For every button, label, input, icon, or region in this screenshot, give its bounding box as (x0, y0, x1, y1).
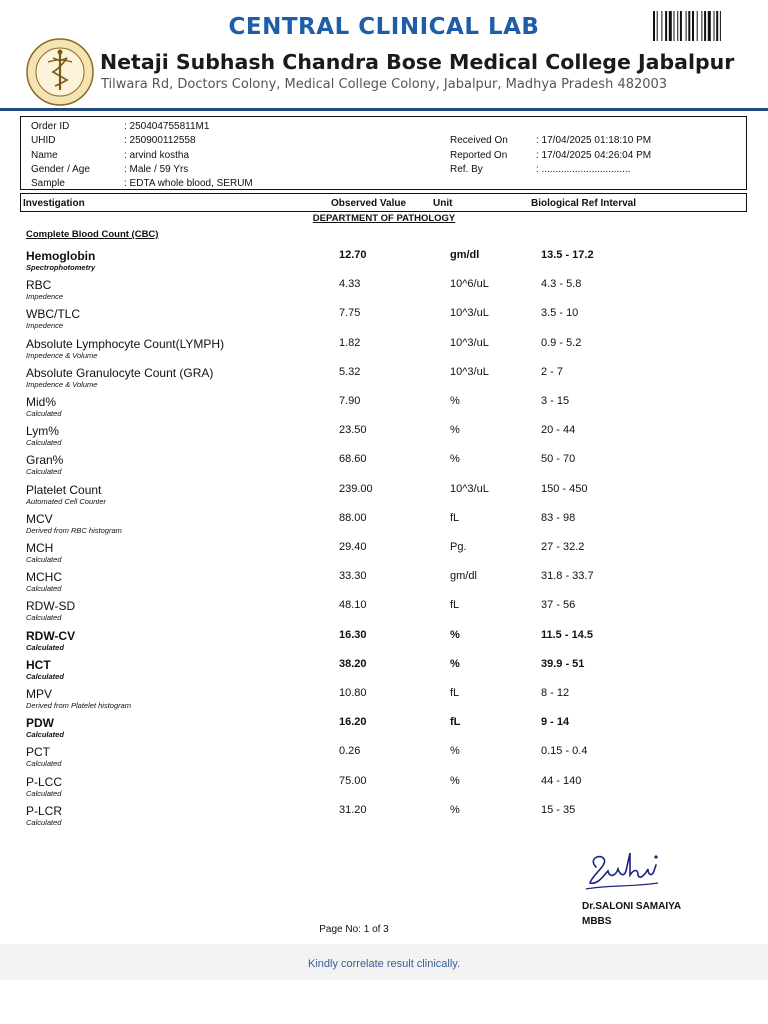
test-method: Calculated (26, 613, 62, 623)
unit-value: fL (450, 511, 460, 524)
observed-value: 10.80 (339, 687, 367, 699)
col-ref-interval: Biological Ref Interval (531, 198, 637, 209)
test-name: Absolute Granulocyte Count (GRA) (26, 365, 214, 380)
sample-value: : EDTA whole blood, SERUM (124, 178, 253, 189)
test-name: WBC/TLC (26, 307, 80, 322)
unit-value: 10^3/uL (450, 336, 489, 349)
col-investigation: Investigation (23, 198, 85, 209)
barcode-icon (651, 10, 757, 42)
observed-value: 33.30 (339, 570, 367, 583)
reference-interval: 2 - 7 (541, 365, 564, 378)
test-method: Calculated (26, 438, 62, 448)
uhid-value: : 250900112558 (124, 135, 196, 146)
table-row (0, 307, 768, 336)
observed-value: 75.00 (339, 774, 367, 787)
footer-note: Kindly correlate result clinically. (307, 958, 461, 970)
unit-value: fL (450, 599, 460, 612)
column-header-bar (20, 193, 747, 212)
table-row (0, 424, 768, 453)
test-method: Impedence (26, 292, 64, 302)
test-name: RBC (26, 278, 52, 293)
observed-value: 4.33 (339, 278, 361, 291)
patient-info-box (20, 116, 747, 190)
observed-value: 88.00 (339, 511, 367, 524)
report-header (0, 0, 768, 112)
college-name: Netaji Subhash Chandra Bose Medical College Jabalpur (100, 50, 735, 74)
reference-interval: 15 - 35 (541, 803, 576, 816)
gender-age-label: Gender / Age (31, 164, 90, 175)
table-row (0, 570, 768, 599)
test-method: Calculated (26, 759, 62, 769)
observed-value: 68.60 (339, 453, 367, 466)
gender-age-value: : Male / 59 Yrs (124, 164, 189, 175)
observed-value: 31.20 (339, 803, 367, 816)
lab-title: CENTRAL CLINICAL LAB (228, 14, 540, 40)
unit-value: % (450, 774, 460, 787)
test-name: Hemoglobin (26, 249, 96, 263)
reference-interval: 4.3 - 5.8 (541, 278, 582, 291)
reference-interval: 37 - 56 (541, 599, 576, 612)
observed-value: 16.30 (339, 628, 367, 641)
observed-value: 239.00 (339, 482, 373, 495)
ref-by-value: : ................................ (536, 164, 631, 175)
unit-value: 10^3/uL (450, 365, 489, 378)
table-row (0, 745, 768, 774)
table-row (0, 804, 768, 833)
table-row (0, 278, 768, 307)
table-row (0, 541, 768, 570)
unit-value: % (450, 745, 460, 758)
section-title: Complete Blood Count (CBC) (26, 229, 159, 240)
test-method: Impedence (26, 321, 64, 331)
reference-interval: 8 - 12 (541, 687, 570, 699)
unit-value: % (450, 803, 460, 816)
reference-interval: 13.5 - 17.2 (541, 249, 594, 261)
table-row (0, 775, 768, 804)
test-name: HCT (26, 657, 51, 672)
doctor-degree: MBBS (582, 916, 612, 927)
test-method: Impedence & Volume (26, 350, 98, 360)
test-method: Calculated (26, 467, 62, 477)
received-value: : 17/04/2025 01:18:10 PM (536, 135, 652, 146)
observed-value: 48.10 (339, 599, 367, 612)
unit-value: gm/dl (450, 249, 480, 261)
test-method: Calculated (26, 584, 62, 594)
reported-value: : 17/04/2025 04:26:04 PM (536, 150, 652, 161)
reference-interval: 0.15 - 0.4 (541, 745, 588, 758)
test-name: RDW-SD (26, 599, 76, 614)
observed-value: 16.20 (339, 716, 367, 729)
header-rule (0, 108, 768, 111)
reference-interval: 0.9 - 5.2 (541, 336, 582, 349)
table-row (0, 453, 768, 482)
order-id-label: Order ID (31, 121, 70, 132)
test-name: Gran% (26, 453, 64, 468)
unit-value: % (450, 628, 460, 641)
college-logo (26, 38, 94, 106)
name-value: : arvind kostha (124, 150, 190, 161)
observed-value: 7.90 (339, 395, 361, 407)
page-number: Page No: 1 of 3 (319, 924, 389, 935)
col-unit: Unit (433, 198, 453, 209)
reference-interval: 11.5 - 14.5 (541, 628, 593, 641)
reference-interval: 50 - 70 (541, 453, 576, 466)
test-method: Spectrophotometry (26, 263, 96, 272)
table-row (0, 599, 768, 628)
test-name: MPV (26, 687, 53, 701)
table-row (0, 249, 768, 278)
test-method: Automated Cell Counter (26, 496, 107, 506)
table-row (0, 337, 768, 366)
test-method: Impedence & Volume (26, 379, 98, 389)
test-name: Lym% (26, 424, 59, 439)
college-address: Tilwara Rd, Doctors Colony, Medical College Colony, Jabalpur, Madhya Pradesh 482003 (101, 77, 668, 92)
unit-value: gm/dl (450, 570, 477, 583)
table-row (0, 483, 768, 512)
unit-value: Pg. (450, 541, 467, 553)
unit-value: 10^3/uL (450, 482, 489, 495)
test-method: Calculated (26, 409, 62, 418)
reference-interval: 31.8 - 33.7 (541, 570, 594, 583)
name-label: Name (31, 150, 58, 161)
unit-value: 10^6/uL (450, 278, 489, 291)
observed-value: 5.32 (339, 365, 361, 378)
observed-value: 38.20 (339, 657, 367, 670)
reference-interval: 3.5 - 10 (541, 307, 579, 320)
test-method: Calculated (26, 555, 62, 564)
reference-interval: 20 - 44 (541, 424, 576, 437)
table-row (0, 629, 768, 658)
test-name: PCT (26, 745, 50, 760)
doctor-name: Dr.SALONI SAMAIYA (582, 901, 682, 912)
test-name: MCV (26, 511, 53, 526)
test-name: MCH (26, 541, 54, 555)
observed-value: 7.75 (339, 307, 361, 320)
department-title: DEPARTMENT OF PATHOLOGY (312, 213, 456, 224)
table-row (0, 512, 768, 541)
reported-label: Reported On (450, 150, 508, 161)
test-name: RDW-CV (26, 628, 76, 643)
test-name: MCHC (26, 570, 62, 585)
reference-interval: 83 - 98 (541, 511, 576, 524)
uhid-label: UHID (31, 135, 56, 146)
unit-value: 10^3/uL (450, 307, 489, 320)
reference-interval: 150 - 450 (541, 482, 588, 495)
unit-value: fL (450, 687, 460, 699)
test-method: Derived from Platelet histogram (26, 701, 132, 710)
unit-value: % (450, 453, 460, 466)
reference-interval: 9 - 14 (541, 716, 570, 729)
unit-value: % (450, 657, 460, 670)
test-method: Calculated (26, 671, 64, 681)
observed-value: 29.40 (339, 541, 367, 553)
test-name: P-LCR (26, 803, 63, 818)
unit-value: % (450, 424, 460, 437)
received-label: Received On (450, 135, 508, 146)
table-row (0, 366, 768, 395)
order-id-value: : 250404755811M1 (124, 121, 210, 132)
test-name: Mid% (26, 395, 57, 409)
observed-value: 0.26 (339, 745, 361, 758)
test-method: Calculated (26, 642, 64, 652)
ref-by-label: Ref. By (450, 164, 483, 175)
test-method: Calculated (26, 730, 64, 740)
observed-value: 23.50 (339, 424, 367, 437)
observed-value: 1.82 (339, 336, 361, 349)
observed-value: 12.70 (339, 249, 367, 261)
col-observed-value: Observed Value (331, 198, 407, 209)
table-row (0, 395, 768, 424)
reference-interval: 27 - 32.2 (541, 541, 585, 553)
test-name: P-LCC (26, 774, 63, 789)
table-row (0, 658, 768, 687)
reference-interval: 44 - 140 (541, 774, 582, 787)
test-name: Platelet Count (26, 482, 102, 497)
doctor-signature (582, 845, 664, 893)
table-row (0, 716, 768, 745)
unit-value: % (450, 395, 460, 407)
test-method: Derived from RBC histogram (26, 525, 122, 535)
test-name: Absolute Lymphocyte Count(LYMPH) (26, 336, 225, 351)
test-name: PDW (26, 716, 54, 731)
test-method: Calculated (26, 788, 62, 798)
reference-interval: 3 - 15 (541, 395, 570, 407)
test-method: Calculated (26, 817, 62, 827)
table-row (0, 687, 768, 716)
sample-label: Sample (31, 178, 65, 189)
reference-interval: 39.9 - 51 (541, 657, 585, 670)
unit-value: fL (450, 716, 461, 729)
